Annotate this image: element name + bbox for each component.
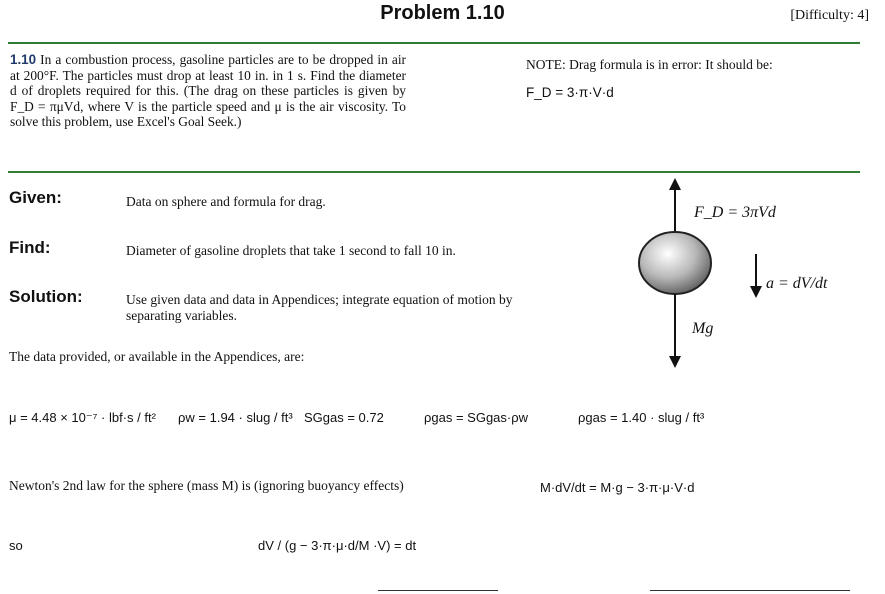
newton-text: Newton's 2nd law for the sphere (mass M) is (ignoring buoyancy effects): [9, 478, 404, 493]
note-text: NOTE: Drag formula is in error: It should be:: [526, 57, 773, 72]
value-sg-gas: SGgas = 0.72: [304, 410, 384, 425]
find-text: Diameter of gasoline droplets that take 1 second to fall 10 in.: [126, 243, 456, 258]
divider-top: [8, 42, 860, 44]
cutoff-mark: [378, 590, 498, 591]
cutoff-mark: [650, 590, 850, 591]
value-rho-gas: ρgas = 1.40 · slug / ft³: [578, 410, 705, 425]
value-rho-w: ρw = 1.94 · slug / ft³: [178, 410, 293, 425]
problem-number: 1.10: [10, 52, 37, 67]
note-formula: F_D = 3·π·V·d: [526, 85, 614, 100]
accel-arrowhead: [750, 286, 762, 298]
find-label: Find:: [9, 238, 51, 257]
solution-text: Use given data and data in Appendices; integrate equation of motion by separating variables.: [126, 292, 513, 323]
solution-label: Solution:: [9, 287, 83, 306]
accel-label: a = dV/dt: [766, 275, 828, 292]
given-label: Given:: [9, 188, 62, 207]
value-rho-gas-def: ρgas = SGgas·ρw: [424, 410, 529, 425]
value-mu: μ = 4.48 × 10⁻⁷ · lbf·s / ft²: [9, 410, 156, 425]
problem-text: In a combustion process, gasoline particles are to be dropped in air at 200°F. The particles must drop at least 10 in. in 1 s. Find the diameter d of droplets required for this. (The drag on these particles is given by F_D = πμVd, where V is the particle speed and μ is the air viscosity. To solve this problem, use Excel's Goal Seek.): [10, 52, 406, 129]
divider-middle: [8, 171, 860, 173]
weight-arrowhead: [669, 356, 681, 368]
so-label: so: [9, 538, 23, 553]
given-text: Data on sphere and formula for drag.: [126, 194, 326, 209]
page-title: Problem 1.10: [380, 2, 505, 24]
weight-label: Mg: [692, 320, 714, 337]
drag-label: F_D = 3πVd: [694, 204, 776, 221]
newton-equation: M·dV/dt = M·g − 3·π·μ·V·d: [540, 480, 695, 495]
problem-statement: [10, 52, 406, 130]
note: [526, 57, 773, 100]
drag-arrowhead: [669, 178, 681, 190]
so-equation: dV / (g − 3·π·μ·d/M ·V) = dt: [258, 538, 417, 553]
data-intro: The data provided, or available in the Appendices, are:: [9, 349, 305, 364]
sphere: [639, 232, 711, 294]
difficulty-badge: [Difficulty: 4]: [790, 8, 869, 23]
